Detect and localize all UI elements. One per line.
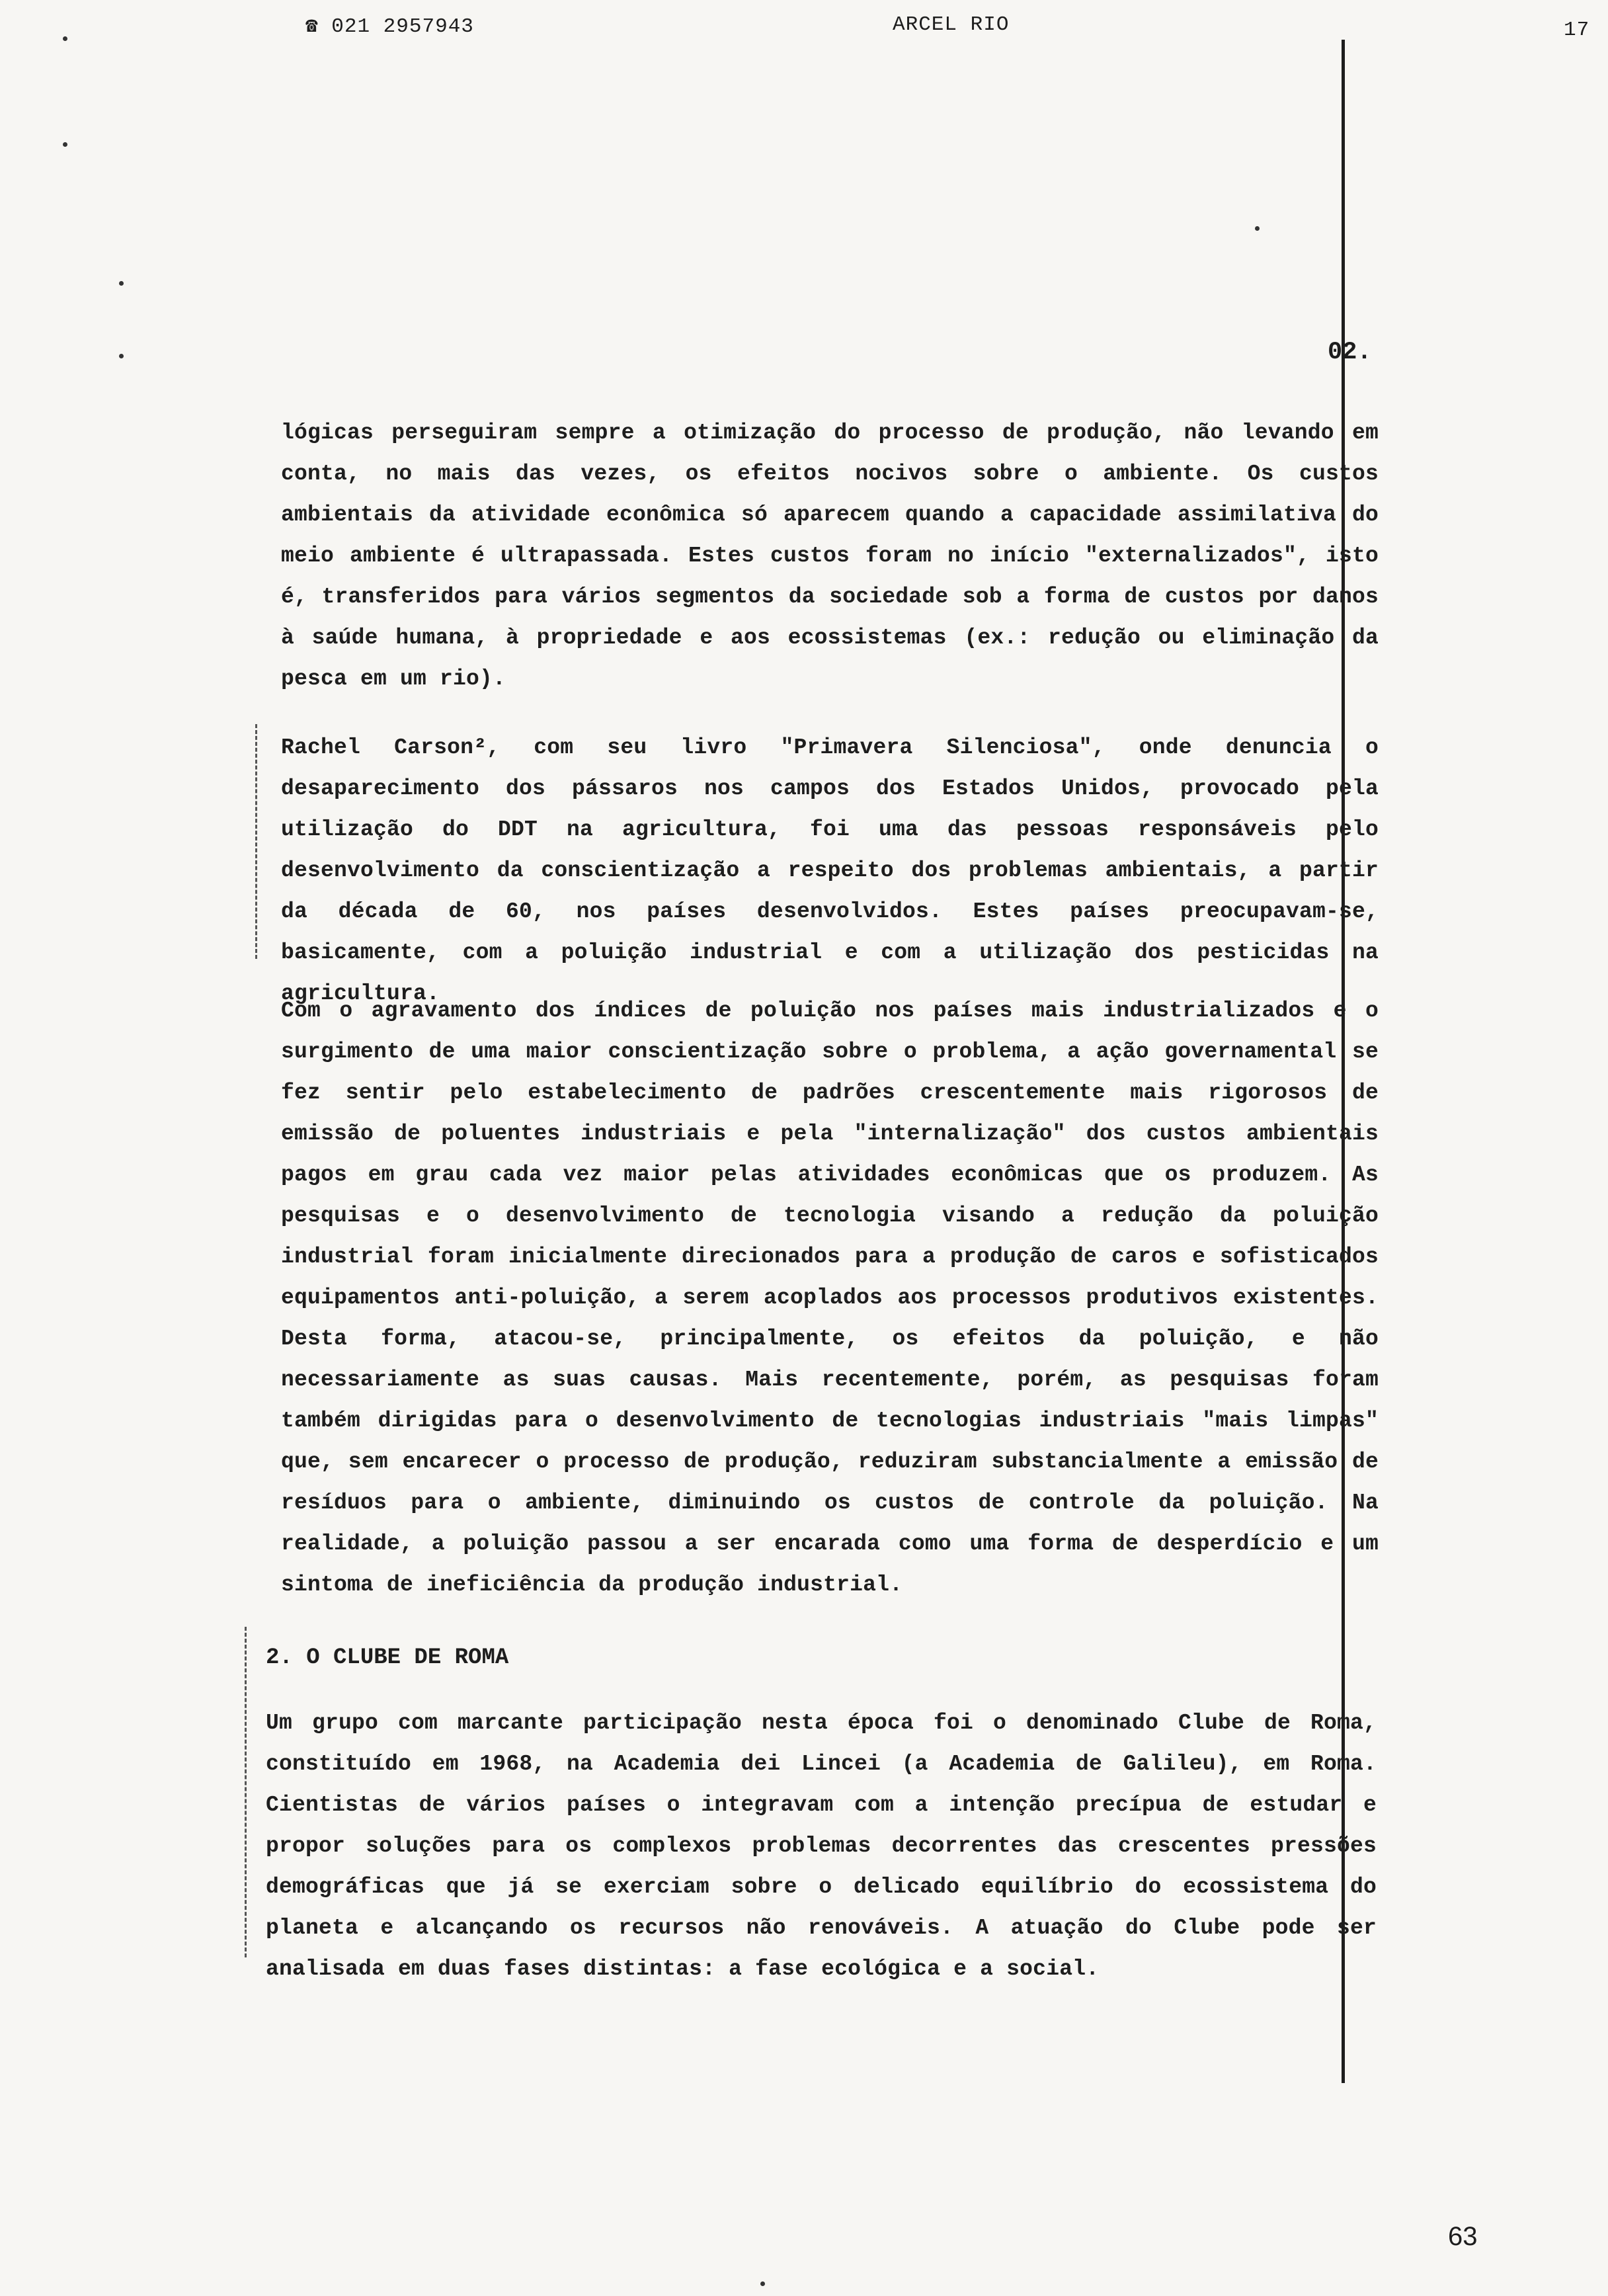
margin-bracket-left xyxy=(255,724,259,959)
scan-speck xyxy=(1255,226,1260,231)
scan-speck xyxy=(63,142,67,147)
scan-speck xyxy=(63,36,67,41)
fax-sender: ARCEL RIO xyxy=(893,13,1010,36)
scan-speck xyxy=(119,281,124,286)
scan-speck xyxy=(119,354,124,358)
scan-speck xyxy=(760,2281,765,2286)
paragraph: lógicas perseguiram sempre a otimização do processo de produção, não levando em conta, no mais das vezes, os efeitos nocivos sobre o ambiente. Os custos ambientais da atividade econômica só aparecem quando a capacidade assimilativa do meio ambiente é ultrapassada. Estes custos foram no início "externalizados", isto é, transferidos para vários segmentos da sociedade sob a forma de custos por danos à saúde humana, à propriedade e aos ecossistemas (ex.: redução ou eliminação da pesca em um rio). xyxy=(281,421,1379,691)
paragraph: Rachel Carson², com seu livro "Primavera Silenciosa", onde denuncia o desaparecimento dos pássaros nos campos dos Estados Unidos, provocado pela utilização do DDT na agricultura, foi uma das pessoas responsáveis pelo desenvolvimento da conscientização a respeito dos problemas ambientais, a partir da década de 60, nos países desenvolvidos. Estes países preocupavam-se, basicamente, com a poluição industrial e com a utilização dos pesticidas na agricultura. xyxy=(281,735,1379,1006)
paragraph: Um grupo com marcante participação nesta época foi o denominado Clube de Roma, constituído em 1968, na Academia dei Lincei (a Academia de Galileu), em Roma. Cientistas de vários países o integravam com a intenção precípua de estudar e propor soluções para os complexos problemas decorrentes das crescentes pressões demográficas que já se exerciam sobre o delicado equilíbrio do ecossistema do planeta e alcançando os recursos não renováveis. A atuação do Clube pode ser analisada em duas fases distintas: a fase ecológica e a social. xyxy=(266,1711,1377,1981)
paragraph: Com o agravamento dos índices de poluição nos países mais industrializados e o surgimento de uma maior conscientização sobre o problema, a ação governamental se fez sentir pelo estabelecimento de padrões crescentemente mais rigorosos de emissão de poluentes industriais e pela "internalização" dos custos ambientais pagos em grau cada vez maior pelas atividades econômicas que os produzem. As pesquisas e o desenvolvimento de tecnologia visando a redução da poluição industrial foram inicialmente direcionados para a produção de caros e sofisticados equipamentos anti-poluição, a serem acoplados aos processos produtivos existentes. Desta forma, atacou-se, principalmente, os efeitos da poluição, e não necessariamente as suas causas. Mais recentemente, porém, as pesquisas foram também dirigidas para o desenvolvimento de tecnologias industriais "mais limpas" que, sem encarecer o processo de produção, reduziram substancialmente a emissão de resíduos para o ambiente, diminuindo os custos de controle da poluição. Na realidade, a poluição passou a ser encarada como uma forma de desperdício e um sintoma de ineficiência da produção industrial. xyxy=(281,999,1379,1597)
fax-page-count: 17 xyxy=(1564,19,1590,42)
page-number: 63 xyxy=(1448,2222,1478,2251)
column-number: 02. xyxy=(1328,339,1372,366)
section-heading: 2. O CLUBE DE ROMA xyxy=(266,1645,509,1670)
margin-bracket-left xyxy=(245,1627,248,1957)
fax-header xyxy=(0,8,1608,48)
fax-phone-number: ☎ 021 2957943 xyxy=(305,15,474,38)
